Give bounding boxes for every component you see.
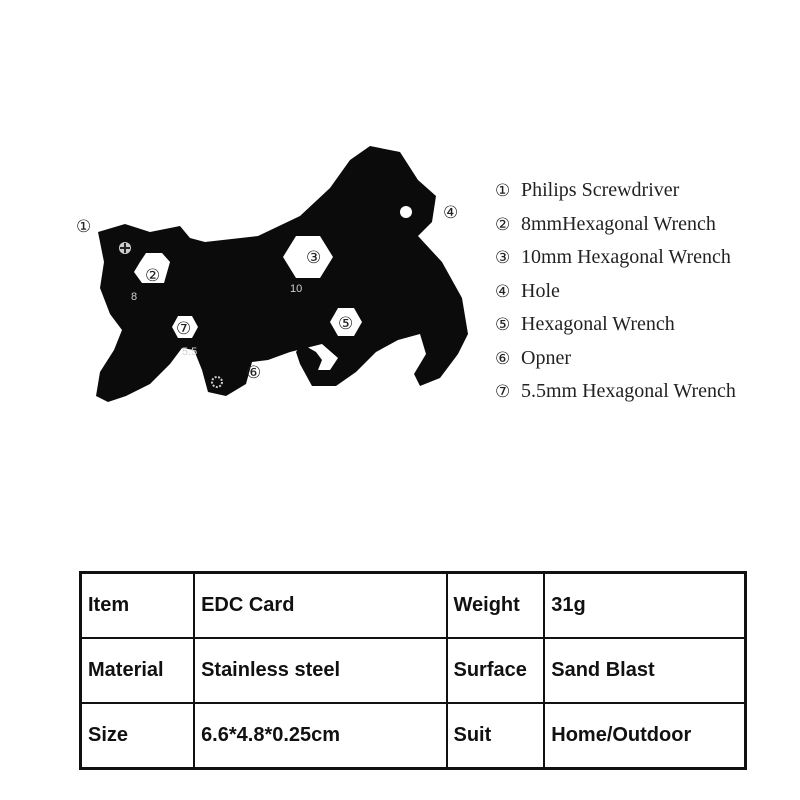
spec-key-surface: Surface xyxy=(447,638,545,703)
stamp-5-5: 5.5 xyxy=(182,346,198,358)
stamp-10: 10 xyxy=(290,283,303,295)
spec-value-material: Stainless steel xyxy=(194,638,446,703)
spec-key-suit: Suit xyxy=(447,703,545,769)
stamp-8: 8 xyxy=(131,291,138,303)
spec-value-weight: 31g xyxy=(544,573,745,639)
legend-number: ⑦ xyxy=(495,382,511,402)
legend-item xyxy=(495,176,736,210)
legend-number: ① xyxy=(495,181,511,201)
legend-label: Opner xyxy=(521,346,571,369)
legend-number: ⑤ xyxy=(495,315,511,335)
table-row xyxy=(81,703,746,769)
legend-label: Philips Screwdriver xyxy=(521,179,680,201)
legend-item xyxy=(495,310,736,344)
callout-3: ③ xyxy=(306,248,322,268)
legend-item xyxy=(495,210,736,244)
spec-key-item: Item xyxy=(81,573,195,639)
spec-value-size: 6.6*4.8*0.25cm xyxy=(194,703,446,769)
legend-number: ④ xyxy=(495,281,511,302)
spec-value-surface: Sand Blast xyxy=(544,638,745,703)
legend-number: ③ xyxy=(495,248,511,268)
callout-5: ⑤ xyxy=(338,314,354,334)
legend-item xyxy=(495,377,736,411)
callout-7: ⑦ xyxy=(176,319,192,339)
spec-table xyxy=(79,571,747,770)
spec-key-size: Size xyxy=(81,703,195,769)
spec-value-item: EDC Card xyxy=(194,573,446,639)
spec-key-material: Material xyxy=(81,638,195,703)
spec-key-weight: Weight xyxy=(447,573,545,639)
legend-number: ⑥ xyxy=(495,348,511,369)
tool-legend xyxy=(495,176,736,411)
table-row xyxy=(81,573,746,639)
callout-4: ④ xyxy=(443,203,459,223)
legend-number: ② xyxy=(495,214,511,235)
callout-1: ① xyxy=(76,217,92,237)
legend-item xyxy=(495,344,736,378)
legend-label: Hole xyxy=(521,279,560,302)
table-row xyxy=(81,638,746,703)
legend-item xyxy=(495,277,736,311)
legend-label: 10mm Hexagonal Wrench xyxy=(521,246,731,268)
callout-6: ⑥ xyxy=(246,363,262,383)
legend-label: 5.5mm Hexagonal Wrench xyxy=(521,380,736,402)
spec-value-suit: Home/Outdoor xyxy=(544,703,745,769)
callout-2: ② xyxy=(145,266,161,286)
legend-item xyxy=(495,243,736,277)
lanyard-hole xyxy=(400,206,412,218)
legend-label: Hexagonal Wrench xyxy=(521,313,675,335)
legend-label: 8mmHexagonal Wrench xyxy=(521,212,716,235)
